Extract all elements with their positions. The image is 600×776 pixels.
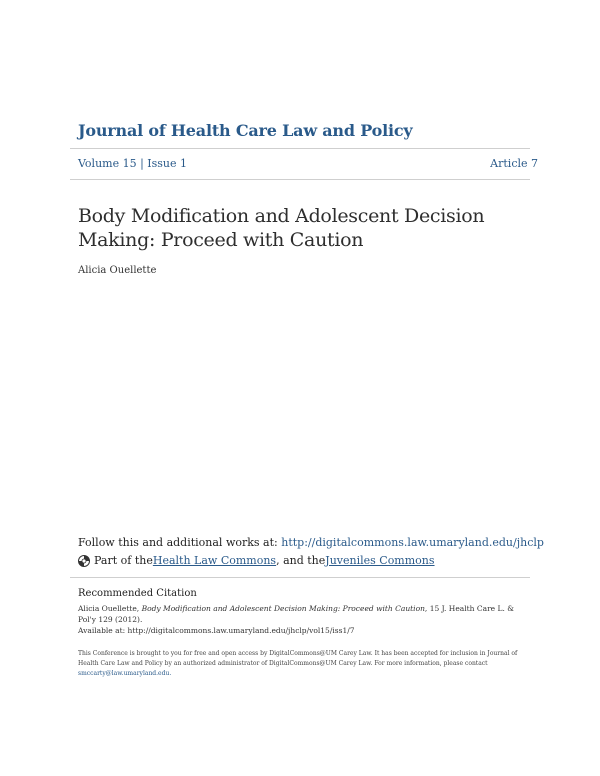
recommended-citation-heading: Recommended Citation xyxy=(78,588,197,599)
citation-divider xyxy=(70,577,530,578)
citation-text xyxy=(78,603,528,636)
access-notice xyxy=(78,649,530,679)
header-divider xyxy=(70,148,530,149)
author-name: Alicia Ouellette xyxy=(78,265,157,276)
volume-divider xyxy=(70,179,530,180)
follow-line xyxy=(78,536,544,549)
health-law-commons-link[interactable]: Health Law Commons xyxy=(152,554,277,567)
journal-title[interactable]: Journal of Health Care Law and Policy xyxy=(78,121,413,140)
notice-text: This Conference is brought to you for free and open access by DigitalCommons@UM Carey Law. It has been accepted for inclusion in Journal of Health Care Law and Policy by an authorized administrator of DigitalCommons@UM Carey Law. For more information, please contact xyxy=(78,650,518,667)
part-of-line xyxy=(78,554,435,567)
repository-link[interactable]: http://digitalcommons.law.umaryland.edu/jhclp xyxy=(281,536,544,549)
citation-authors: Alicia Ouellette, xyxy=(78,604,142,613)
article-number-link[interactable]: Article 7 xyxy=(490,157,538,170)
volume-issue-link[interactable]: Volume 15 | Issue 1 xyxy=(78,157,188,170)
part-of-middle: , and the xyxy=(276,554,326,567)
citation-available: Available at: http://digitalcommons.law.umaryland.edu/jhclp/vol15/iss1/7 xyxy=(78,626,355,635)
juveniles-commons-link[interactable]: Juveniles Commons xyxy=(325,554,435,567)
citation-rest: , 15 J. Health Care L. & Pol'y 129 (2012). xyxy=(78,604,514,624)
follow-prefix: Follow this and additional works at: xyxy=(78,536,282,549)
paper-title: Body Modification and Adolescent Decision Making: Proceed with Caution xyxy=(78,205,485,251)
part-of-prefix: Part of the xyxy=(94,554,153,567)
commons-network-icon xyxy=(78,555,90,567)
citation-title: Body Modification and Adolescent Decision Making: Proceed with Caution xyxy=(141,604,425,613)
contact-email-link[interactable]: smccarty@law.umaryland.edu. xyxy=(78,670,172,677)
